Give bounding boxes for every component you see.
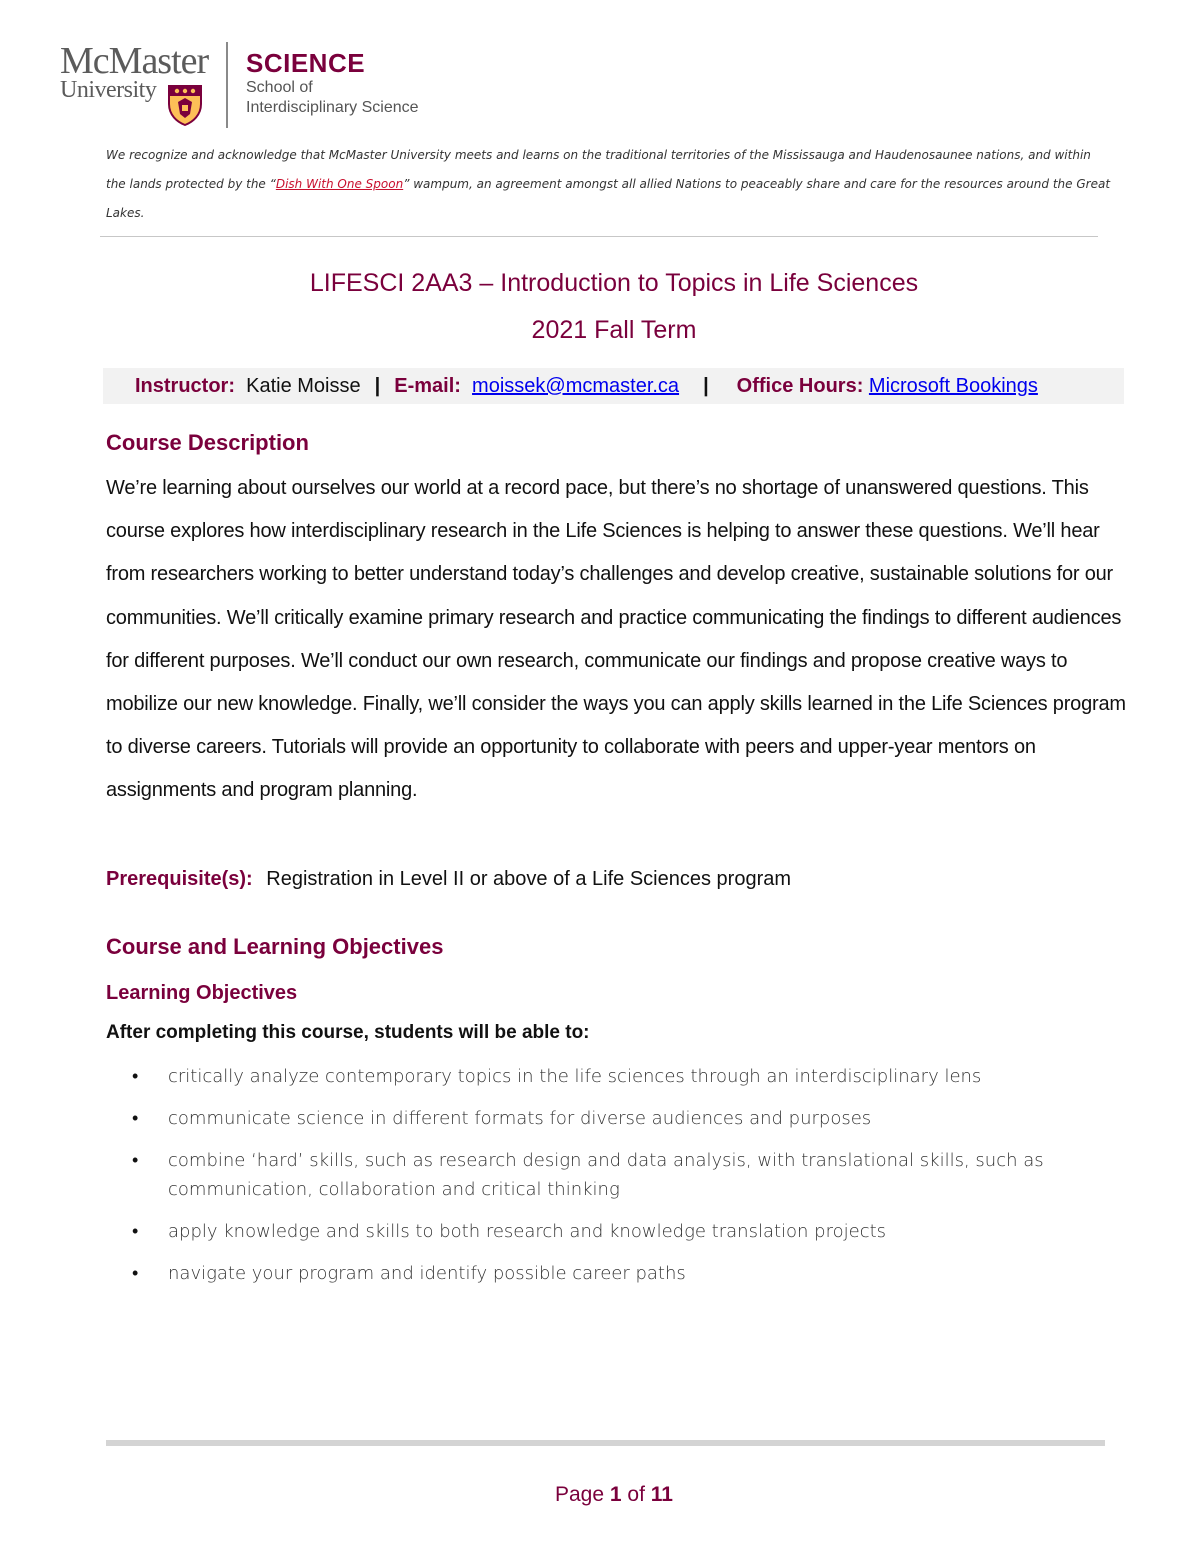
info-separator: | — [703, 375, 709, 397]
acknowledgement-text-before: We recognize and acknowledge that McMaster University meets and learns on the traditional territories of the Mississauga and Haudenosaunee nations, and within the lands protected by the “ — [106, 148, 1091, 191]
instructor-info-bar — [103, 368, 1124, 404]
total-page-count: 11 — [650, 1483, 673, 1506]
course-title: LIFESCI 2AA3 – Introduction to Topics in Life Sciences — [309, 269, 919, 297]
prerequisite-text: Registration in Level II or above of a Life Sciences program — [266, 868, 792, 890]
instructor-name: Katie Moisse — [246, 375, 361, 397]
learning-objectives-list — [106, 1062, 1106, 1301]
faculty-block — [246, 50, 419, 116]
objective-text: combine ‘hard’ skills, such as research design and data analysis, with translational skills, such as communication, collaboration and critical thinking — [168, 1150, 1044, 1200]
prerequisite — [106, 868, 791, 891]
current-page-number: 1 — [609, 1483, 622, 1506]
header-divider — [100, 236, 1098, 237]
bullet-icon: • — [132, 1221, 139, 1242]
page-footer — [0, 1483, 1200, 1507]
university-name: McMaster — [60, 40, 209, 82]
logo-divider — [226, 42, 228, 128]
dish-with-one-spoon-link[interactable]: Dish With One Spoon — [275, 177, 404, 191]
office-hours-label: Office Hours: — [736, 375, 864, 397]
bullet-icon: • — [132, 1066, 139, 1087]
course-description-heading: Course Description — [106, 430, 309, 455]
list-item — [106, 1062, 1106, 1091]
email-label: E-mail: — [394, 375, 461, 397]
info-separator: | — [374, 375, 381, 397]
objective-text: critically analyze contemporary topics in the life sciences through an interdisciplinary lens — [168, 1066, 982, 1087]
mcmaster-science-logo — [60, 40, 440, 130]
instructor-label: Instructor: — [135, 375, 235, 397]
list-item — [106, 1146, 1106, 1204]
acknowledgement-text-after: ” wampum, an agreement amongst all allied Nations to peaceably share and care for the resources around the Great Lakes. — [106, 177, 1111, 220]
course-objectives-heading: Course and Learning Objectives — [106, 934, 444, 959]
objective-text: communicate science in different formats for diverse audiences and purposes — [168, 1108, 872, 1129]
list-item — [106, 1259, 1106, 1288]
objective-text: apply knowledge and skills to both research and knowledge translation projects — [168, 1221, 887, 1242]
university-word: University — [60, 77, 157, 103]
bullet-icon: • — [132, 1263, 139, 1284]
school-line-1: School of — [246, 79, 313, 96]
faculty-name: SCIENCE — [246, 48, 366, 78]
of-word: of — [627, 1483, 645, 1506]
email-link[interactable]: moissek@mcmaster.ca — [472, 375, 680, 397]
bullet-icon: • — [132, 1108, 139, 1129]
land-acknowledgement — [106, 141, 1111, 228]
page-word: Page — [555, 1483, 605, 1506]
microsoft-bookings-link[interactable]: Microsoft Bookings — [868, 375, 1038, 397]
objective-text: navigate your program and identify possible career paths — [168, 1263, 686, 1284]
footer-divider — [106, 1440, 1105, 1446]
list-item — [106, 1217, 1106, 1246]
school-line-2: Interdisciplinary Science — [246, 99, 419, 116]
course-description-text: We’re learning about ourselves our world at a record pace, but there’s no shortage of unanswered questions. This course explores how interdisciplinary research in the Life Sciences is helping to answer these questions. We’ll hear from researchers working to better understand today’s challenges and develop creative, sustainable solutions for our communities. We’ll critically examine primary research and practice communicating the findings to different audiences for different purposes. We’ll conduct our own research, communicate our findings and propose creative ways to mobilize our new knowledge. Finally, we’ll consider the ways you can apply skills learned in the Life Sciences program to diverse careers. Tutorials will provide an opportunity to collaborate with peers and upper-year mentors on assignments and program planning. — [106, 477, 1126, 802]
objectives-intro: After completing this course, students will be able to: — [106, 1022, 590, 1043]
course-term: 2021 Fall Term — [531, 316, 697, 344]
mcmaster-crest-icon — [168, 84, 202, 126]
prerequisite-label: Prerequisite(s): — [106, 868, 253, 890]
learning-objectives-subheading: Learning Objectives — [106, 982, 298, 1004]
bullet-icon: • — [132, 1150, 139, 1171]
list-item — [106, 1104, 1106, 1133]
